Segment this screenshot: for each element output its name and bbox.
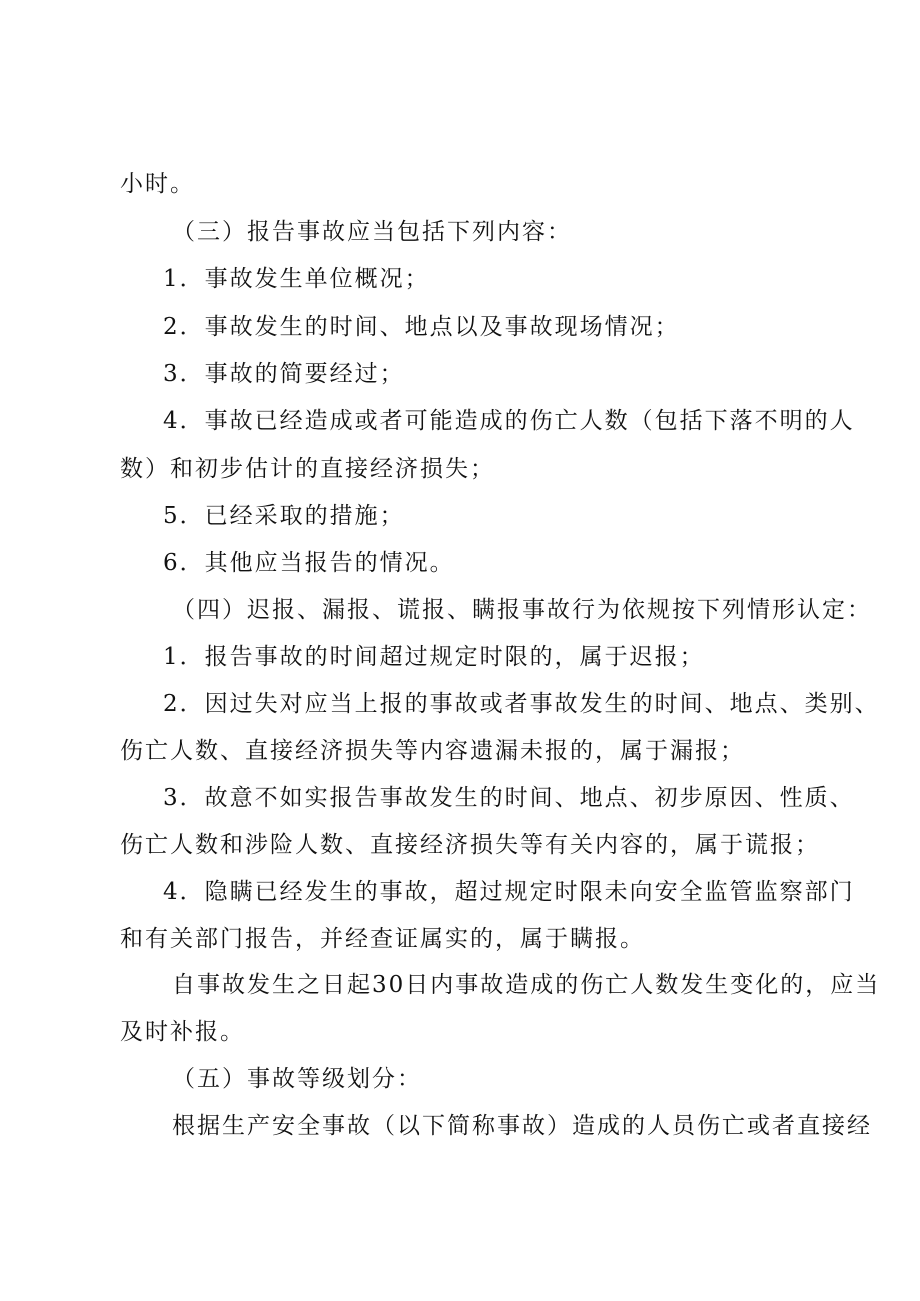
text-line: 数）和初步估计的直接经济损失；: [120, 456, 495, 482]
paragraph-line: 根据生产安全事故（以下简称事故）造成的人员伤亡或者直接经: [172, 1113, 872, 1139]
list-item: 6．其他应当报告的情况。: [163, 550, 455, 576]
list-item: 4．事故已经造成或者可能造成的伤亡人数（包括下落不明的人: [163, 408, 855, 434]
text-line: 及时补报。: [120, 1019, 245, 1045]
list-item: 5．已经采取的措施；: [163, 503, 405, 529]
list-item: 4．隐瞒已经发生的事故，超过规定时限未向安全监管监察部门: [163, 879, 855, 905]
paragraph-line: 自事故发生之日起30日内事故造成的伤亡人数发生变化的，应当: [172, 972, 881, 998]
list-item: 1．事故发生单位概况；: [163, 266, 430, 292]
list-item: 2．事故发生的时间、地点以及事故现场情况；: [163, 314, 680, 340]
text-line: 伤亡人数和涉险人数、直接经济损失等有关内容的，属于谎报；: [120, 832, 820, 858]
section-heading: （五）事故等级划分：: [172, 1066, 422, 1092]
text-line: 伤亡人数、直接经济损失等内容遗漏未报的，属于漏报；: [120, 738, 745, 764]
section-heading: （四）迟报、漏报、谎报、瞒报事故行为依规按下列情形认定：: [172, 597, 872, 623]
section-heading: （三）报告事故应当包括下列内容：: [172, 219, 572, 245]
text-line: 小时。: [120, 171, 195, 197]
text-line: 和有关部门报告，并经查证属实的，属于瞒报。: [120, 926, 645, 952]
list-item: 2．因过失对应当上报的事故或者事故发生的时间、地点、类别、: [163, 691, 880, 717]
list-item: 1．报告事故的时间超过规定时限的，属于迟报；: [163, 644, 705, 670]
list-item: 3．事故的简要经过；: [163, 361, 405, 387]
list-item: 3．故意不如实报告事故发生的时间、地点、初步原因、性质、: [163, 785, 855, 811]
